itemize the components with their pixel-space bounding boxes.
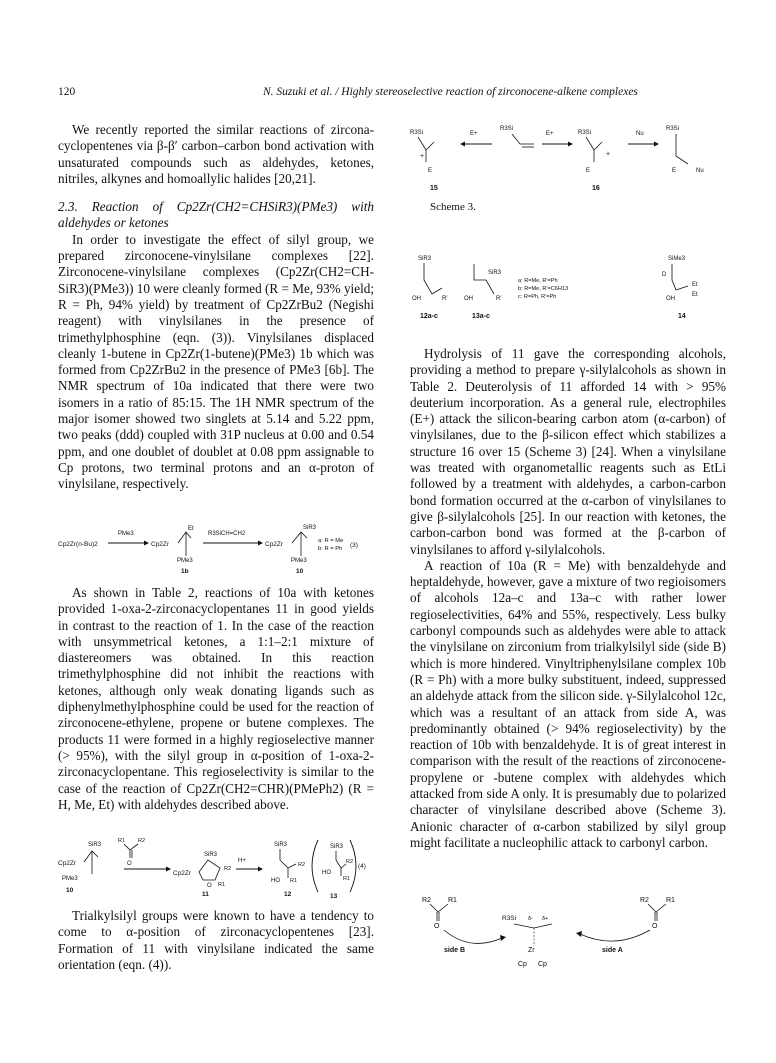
eq4-r2-d: R2 bbox=[346, 859, 354, 865]
eq3-sir3: SiR3 bbox=[303, 525, 317, 531]
eq4-ho-a: HO bbox=[271, 878, 280, 884]
eq3-reagent1: PMe3 bbox=[118, 531, 134, 537]
st-sir3-a: SiR3 bbox=[418, 256, 432, 262]
section-heading: 2.3. Reaction of Cp2Zr(CH2=CHSiR3)(PMe3) with aldehydes or ketones bbox=[58, 199, 374, 231]
left-column-final bbox=[58, 908, 374, 973]
eq4-r2-b: R2 bbox=[224, 866, 232, 872]
eq4-hplus: H+ bbox=[238, 858, 246, 864]
bf-o-b: O bbox=[652, 923, 658, 930]
right-column-text bbox=[410, 346, 726, 851]
paragraph: A reaction of 10a (R = Me) with benzaldehyde and heptaldehyde, however, gave a mixture of two regioisomers of alcohols 12a–c and 13a–c with rather lower regioselectivities, 64% and 55%, respectively. Less bulky carbonyl compounds such as aldehydes were able to attack the vinylsilane on zirconium from trialkylsilyl side (side B) which is more hindered. Vinyltriphenylsilane complex 10b (R = Ph) with a more bulky substituent, indeed, suppressed an aldehyde attack from the silicon side. γ-Silylalcohol 12c, which was a resultant of an attack from side A, was predominantly obtained (> 94% regioselectivity) by the reaction of 10b with benzaldehyde. It is of great interest in comparison with the result of the reactions of zirconocene-propylene or -butene complex with aldehydes which attacked from side A only. It is presumably due to polarized character of vinylsilane described above (Scheme 3). Anionic character of α-carbon stabilized by silyl group might facilitate a nucleophilic attack to carbonyl carbon. bbox=[410, 557, 726, 850]
left-column-upper bbox=[58, 122, 374, 493]
st-legend-a: a: R=Me, R′=Ph bbox=[518, 278, 558, 284]
left-column-lower bbox=[58, 585, 374, 813]
eq3-start: Cp2Zr(n-Bu)2 bbox=[58, 541, 98, 548]
attack-sides-figure bbox=[410, 890, 726, 1050]
eq4-sir3-d: SiR3 bbox=[330, 844, 344, 850]
eq4-cp2zr-b: Cp2Zr bbox=[173, 870, 192, 877]
st-sir3-b: SiR3 bbox=[488, 270, 502, 276]
s3-e-b: E bbox=[586, 168, 591, 174]
eq4-label-11: 11 bbox=[202, 891, 209, 898]
bf-side-a: side A bbox=[602, 947, 623, 954]
st-oh-b: OH bbox=[464, 296, 473, 302]
equation-3 bbox=[58, 516, 374, 578]
st-sime3: SiMe3 bbox=[668, 256, 686, 262]
s3-plus: + bbox=[420, 153, 425, 160]
st-rprime-a: R′ bbox=[442, 296, 448, 302]
st-et-a: Et bbox=[692, 282, 698, 288]
eq4-r1-b: R1 bbox=[218, 882, 226, 888]
bf-delta-plus: δ+ bbox=[542, 916, 549, 922]
eq4-sir3-a: SiR3 bbox=[88, 842, 102, 848]
s3-label-15: 15 bbox=[430, 185, 438, 192]
eq3-label-1b: 1b bbox=[181, 568, 189, 575]
paragraph: As shown in Table 2, reactions of 10a with ketones provided 1-oxa-2-zirconacyclopentanes 11 in good yields in contrast to the reaction of 1. In the case of the reaction with unsymmetrical ketones, a 1:1–2:1 mixture of diastereomers was obtained. In this reaction trimethylphosphine did not inhibit the reactions with ketones, although only weak donating ligands such as diphenylmethylphosphine could be used for the reaction of zirconocene-ethylene, propene or butene complexes. The products 11 were formed in a highly regioselective manner (> 95%), with the silyl group in α-position of 1-oxa-2-zirconacyclopentane. This regioselectivity is similar to the case of the reaction of Cp2Zr(CH2=CHR)(PMePh2) (R = H, Me, Et) with aldehydes described above. bbox=[58, 585, 374, 812]
eq4-cp2zr-a: Cp2Zr bbox=[58, 860, 77, 867]
eq3-number: (3) bbox=[350, 542, 358, 549]
eq4-r2-c: R2 bbox=[298, 862, 306, 868]
eq3-legend-b: b: R = Ph bbox=[318, 546, 343, 552]
st-label-13: 13a-c bbox=[472, 313, 490, 320]
s3-eplus-b: E+ bbox=[546, 131, 554, 137]
bf-r2-b: R2 bbox=[640, 897, 649, 904]
s3-nu-b: Nu bbox=[696, 168, 704, 174]
st-legend-b: b: R=Me, R′=C6H13 bbox=[518, 286, 569, 292]
paragraph: Hydrolysis of 11 gave the corresponding alcohols, providing a method to prepare γ-silylalcohols as shown in Table 2. Deuterolysis of 11 afforded 14 with > 95% deuterium incorporation. As a general rule, electrophiles (E+) attack the silicon-bearing carbon atom (α-carbon) of vinylsilanes, due to the β-silicon effect which stabilizes a structure 16 over 15 (Scheme 3) [24]. When a vinylsilane was treated with organometallic reagents such as EtLi followed by a treatment with aldehydes, a carbon-carbon bond formation occurred at the α-carbon of vinylsilanes to give β-silylalcohols [25]. In our reaction with ketones, the carbon-carbon bond was formed at the β-carbon of vinylsilanes to afford γ-silylalcohols. bbox=[410, 346, 726, 557]
st-label-14: 14 bbox=[678, 313, 686, 320]
equation-4 bbox=[58, 824, 374, 902]
eq3-cp2zr-a: Cp2Zr bbox=[151, 541, 170, 548]
bf-o-a: O bbox=[434, 923, 440, 930]
eq4-o: O bbox=[127, 861, 132, 867]
running-title: N. Suzuki et al. / Highly stereoselective reaction of zirconocene-alkene complexes bbox=[263, 86, 638, 98]
s3-r3si-a: R3Si bbox=[410, 130, 424, 136]
eq4-label-10: 10 bbox=[66, 887, 74, 894]
eq4-number: (4) bbox=[358, 863, 366, 870]
scheme-3 bbox=[410, 122, 726, 240]
s3-r3si-d: R3Si bbox=[666, 126, 680, 132]
bf-r3si: R3Si bbox=[502, 915, 517, 922]
eq3-label-10: 10 bbox=[296, 568, 304, 575]
s3-e-c: E bbox=[672, 168, 677, 174]
eq4-r1-d: R1 bbox=[343, 876, 351, 882]
paragraph: We recently reported the similar reactions of zircona-cyclopentenes via β-β′ carbon–carbon bond activation with unsaturated compounds such as aldehydes, ketones, nitriles, alkynes and homoallylic halides [20,21]. bbox=[58, 122, 374, 186]
s3-label-16: 16 bbox=[592, 185, 600, 192]
eq4-sir3-b: SiR3 bbox=[204, 852, 218, 858]
st-d: D bbox=[662, 272, 667, 278]
st-oh-a: OH bbox=[412, 296, 421, 302]
eq4-o-ring: O bbox=[207, 883, 212, 889]
s3-r3si-b: R3Si bbox=[500, 126, 514, 132]
page-number: 120 bbox=[58, 86, 76, 98]
s3-plus-b: + bbox=[606, 151, 611, 158]
paragraph: In order to investigate the effect of silyl group, we prepared zirconocene-vinylsilane complexes [22]. Zirconocene-vinylsilane complexes (Cp2Zr(CH2=CH-SiR3)(PMe3)) 10 were cleanly formed (R = Me, 93% yield; R = Ph, 94% yield) by treatment of Cp2ZrBu2 (Negishi reagent) with vinylsilanes in the presence of trimethylphosphine (eqn. (3)). Vinylsilanes displaced cleanly 1-butene in Cp2Zr(1-butene)(PMe3) 1b which was formed from Cp2ZrBu2 in the presence of PMe3 [6b]. The NMR spectrum of 10a indicated that there were two isomers in a ratio of 85:15. The 1H NMR spectrum of the major isomer showed two singlets at 5.14 and 5.22 ppm, two peaks (ddd) coupled with 31P nucleus at 0.00 and 0.54 ppm, and one doublet of doublet at 0.08 ppm assignable to Cp protons, two terminal protons and an α-proton of vinylsilane, respectively. bbox=[58, 231, 374, 492]
bf-r1-a: R1 bbox=[448, 897, 457, 904]
bf-cp-b: Cp bbox=[538, 961, 547, 968]
eq3-reagent2: R3SiCH=CH2 bbox=[208, 531, 246, 537]
eq3-cp2zr-b: Cp2Zr bbox=[265, 541, 284, 548]
bf-r1-b: R1 bbox=[666, 897, 675, 904]
running-header bbox=[58, 86, 724, 102]
st-et-b: Et bbox=[692, 292, 698, 298]
st-rprime-b: R′ bbox=[496, 296, 502, 302]
eq3-et: Et bbox=[188, 526, 194, 532]
s3-eplus-a: E+ bbox=[470, 131, 478, 137]
bf-r2-a: R2 bbox=[422, 897, 431, 904]
st-legend-c: c: R=Ph, R′=Ph bbox=[518, 294, 557, 300]
s3-caption: Scheme 3. bbox=[430, 201, 476, 213]
eq4-r2-a: R2 bbox=[138, 838, 146, 844]
structures-12-13-14 bbox=[410, 250, 726, 334]
eq4-r1-c: R1 bbox=[290, 878, 298, 884]
eq4-pme3: PMe3 bbox=[62, 876, 78, 882]
eq4-ho-b: HO bbox=[322, 870, 331, 876]
s3-r3si-c: R3Si bbox=[578, 130, 592, 136]
s3-e-a: E bbox=[428, 168, 433, 174]
bf-side-b: side B bbox=[444, 947, 466, 954]
eq4-label-13: 13 bbox=[330, 893, 338, 900]
eq4-r1-a: R1 bbox=[118, 838, 126, 844]
bf-zr: Zr bbox=[528, 947, 535, 954]
st-label-12: 12a-c bbox=[420, 313, 438, 320]
eq3-pme3-a: PMe3 bbox=[177, 558, 193, 564]
s3-nu: Nu bbox=[636, 131, 644, 137]
eq3-legend-a: a: R = Me bbox=[318, 538, 344, 544]
paragraph: Trialkylsilyl groups were known to have a tendency to come to α-position of zirconacyclopentenes [23]. Formation of 11 with vinylsilane indicated the same orientation (eqn. (4)). bbox=[58, 908, 374, 972]
eq4-sir3-c: SiR3 bbox=[274, 842, 288, 848]
eq3-pme3-b: PMe3 bbox=[291, 558, 307, 564]
bf-cp-a: Cp bbox=[518, 961, 527, 968]
eq4-label-12: 12 bbox=[284, 891, 292, 898]
st-oh-c: OH bbox=[666, 296, 675, 302]
bf-delta-minus: δ- bbox=[528, 916, 533, 922]
